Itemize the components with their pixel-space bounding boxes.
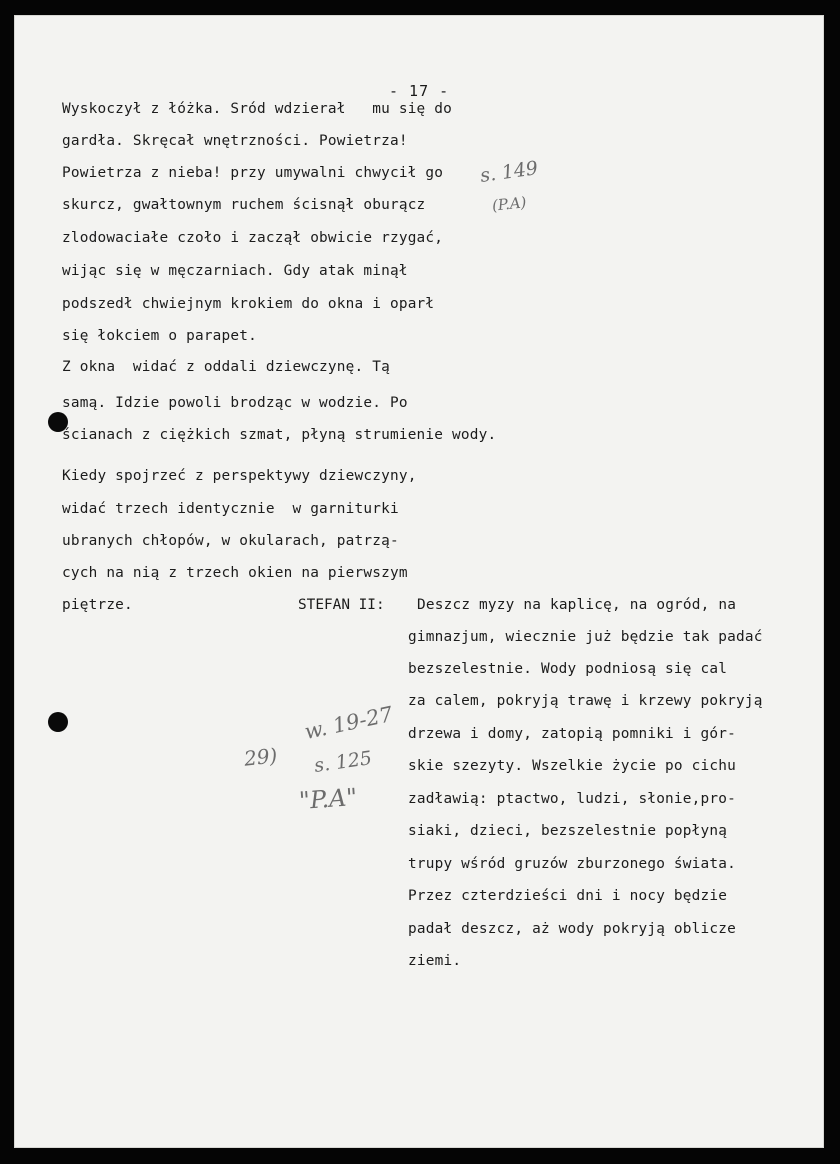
speech-line: siaki, dzieci, bezszelestnie popłyną [408,823,728,839]
speech-line: padał deszcz, aż wody pokryją oblicze [408,921,736,937]
punch-hole-bottom [48,712,68,732]
text-line: Powietrza z nieba! przy umywalni chwycił go [62,165,444,181]
text-line: piętrze. [62,597,133,613]
handwritten-note-page-ref: s. 149 [478,157,540,187]
speech-line: Przez czterdzieści dni i nocy będzie [408,888,728,904]
text-line: widać trzech identycznie w garniturki [62,501,399,517]
text-line: ścianach z ciężkich szmat, płyną strumienie wody. [62,427,497,443]
text-line: się łokciem o parapet. [62,328,258,344]
text-line: podszedł chwiejnym krokiem do okna i oparł [62,296,435,312]
speech-line: za calem, pokryją trawę i krzewy pokryją [408,693,763,709]
handwritten-note-page: s. 125 [312,747,374,777]
text-line: skurcz, gwałtownym ruchem ścisnął oburącz [62,197,426,213]
speech-line: skie szezyty. Wszelkie życie po cichu [408,758,736,774]
handwritten-note-verse: w. 19-27 [302,701,395,745]
text-line: Z okna widać z oddali dziewczynę. Tą [62,359,390,375]
handwritten-note-source: (P.A) [491,193,528,215]
handwritten-note-number: 29) [242,743,279,771]
text-line: Kiedy spojrzeć z perspektywy dziewczyny, [62,468,417,484]
speech-line: ziemi. [408,953,462,969]
speaker-name: STEFAN II: [298,597,385,613]
text-line: wijąc się w męczarniach. Gdy atak minął [62,263,408,279]
speech-line: Deszcz myzy na kaplicę, na ogród, na [417,597,737,613]
text-line: ubranych chłopów, w okularach, patrzą- [62,533,399,549]
text-line: cych na nią z trzech okien na pierwszym [62,565,408,581]
handwritten-note-initials: "P.A" [298,782,359,816]
page-number: - 17 - [389,82,450,100]
speech-line: zadławią: ptactwo, ludzi, słonie,pro- [408,791,736,807]
speech-line: gimnazjum, wiecznie już będzie tak padać [408,629,763,645]
speech-line: drzewa i domy, zatopią pomniki i gór- [408,726,736,742]
speech-line: bezszelestnie. Wody podniosą się cal [408,661,728,677]
text-line: zlodowaciałe czoło i zaczął obwicie rzygać, [62,230,444,246]
document-page [14,15,824,1148]
text-line: gardła. Skręcał wnętrzności. Powietrza! [62,133,408,149]
text-line: Wyskoczył z łóżka. Sród wdzierał mu się do [62,101,453,117]
text-line: samą. Idzie powoli brodząc w wodzie. Po [62,395,408,411]
speech-line: trupy wśród gruzów zburzonego świata. [408,856,736,872]
